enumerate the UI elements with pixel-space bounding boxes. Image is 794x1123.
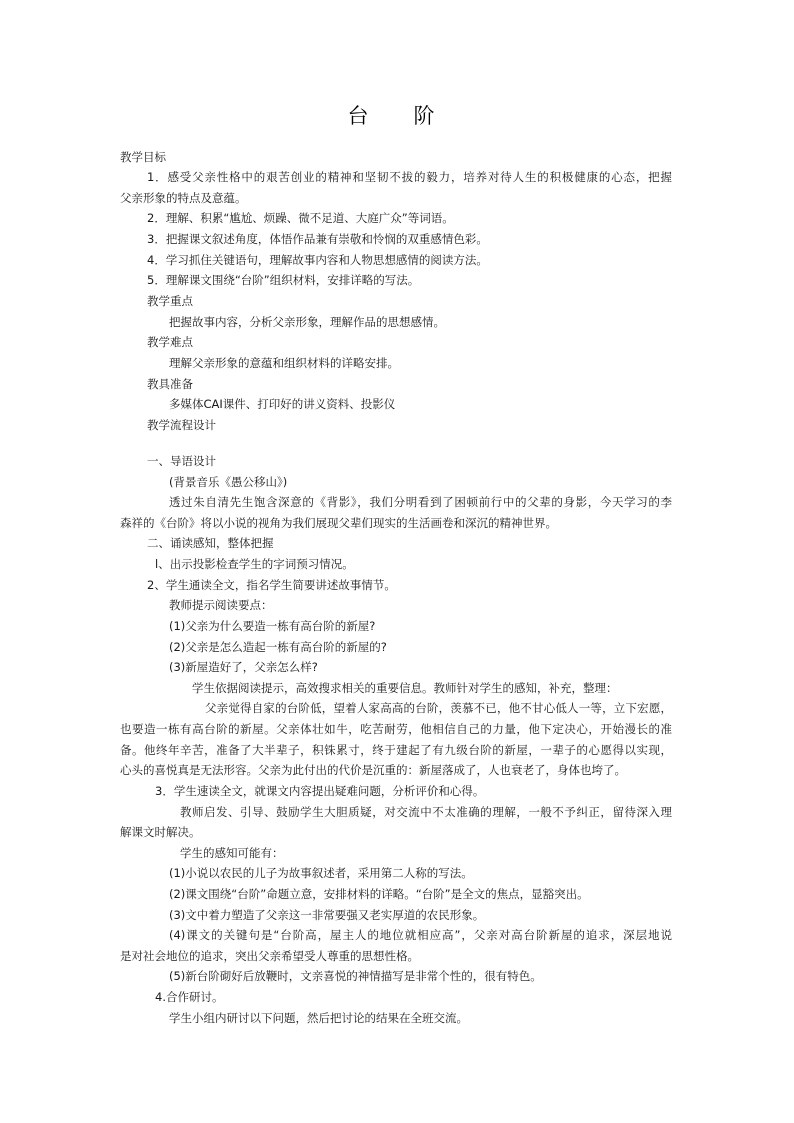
goal-3: 3．把握课文叙述角度，体悟作品兼有崇敬和怜悯的双重感情色彩。	[147, 232, 488, 246]
goal-1-line-2: 父亲形象的特点及意蕴。	[120, 191, 247, 205]
goal-2: 2．理解、积累“尴尬、烦躁、微不足道、大庭广众”等词语。	[147, 211, 454, 225]
page-title: 台 阶	[347, 104, 447, 128]
perception-4-line-2: 是对社会地位的追求，突出父亲希望受人尊重的思想性格。	[120, 949, 419, 963]
section-2-heading: 二、诵读感知，整体把握	[147, 536, 274, 550]
summary-line-3: 备。他终年辛苦，准备了大半辈子，积铢累寸，终于建起了有九级台阶的新屋，一辈子的心愿得以实现，	[120, 743, 672, 757]
perception-3: (3)文中着力塑造了父亲这一非常要强又老实厚道的农民形象。	[169, 908, 485, 922]
perception-1: (1)小说以农民的儿子为故事叙述者，采用第二人称的写法。	[169, 866, 473, 880]
heading-materials: 教具准备	[147, 377, 193, 391]
heading-process: 教学流程设计	[147, 418, 216, 432]
section-1-heading: 一、导语设计	[147, 454, 216, 468]
summary-line-4: 心头的喜悦真是无法形容。父亲为此付出的代价是沉重的：新屋落成了，人也衰老了，身体也垮了。	[120, 763, 626, 777]
student-perception-intro: 学生的感知可能有：	[180, 846, 284, 860]
step-2: 2、学生通读全文，指名学生简要讲述故事情节。	[147, 578, 396, 592]
key-points-text: 把握故事内容，分析父亲形象，理解作品的思想感情。	[169, 315, 445, 329]
materials-text: 多媒体CAI课件、打印好的讲义资料、投影仪	[169, 397, 396, 411]
heading-difficulties: 教学难点	[147, 335, 193, 349]
teacher-guide-line-2: 解课文时解决。	[120, 825, 201, 839]
heading-key-points: 教学重点	[147, 294, 193, 308]
goal-5: 5．理解课文围绕“台阶”组织材料，安排详略的写法。	[147, 273, 420, 287]
goal-1-line-1: 1．感受父亲性格中的艰苦创业的精神和坚韧不拔的毅力，培养对待人生的积极健康的心态，把握	[147, 170, 672, 184]
perception-4-line-1: (4)课文的关键句是“台阶高，屋主人的地位就相应高”，父亲对高台阶新屋的追求，深层地说	[169, 928, 672, 942]
step-4: 4.合作研讨。	[155, 990, 224, 1004]
teacher-hint: 教师提示阅读要点：	[169, 598, 273, 612]
teacher-guide-line-1: 教师启发、引导、鼓励学生大胆质疑，对交流中不太准确的理解，一般不予纠正，留待深入理	[180, 805, 672, 819]
question-1: (1)父亲为什么要造一栋有高台阶的新屋?	[169, 619, 376, 633]
summary-line-1: 父亲觉得自家的台阶低，望着人家高高的台阶，羡慕不已，他不甘心低人一等，立下宏愿，	[205, 701, 672, 715]
student-response-intro: 学生依据阅读提示，高效搜求相关的重要信息。教师针对学生的感知，补充，整理：	[192, 681, 618, 695]
goal-4: 4．学习抓住关键语句，理解故事内容和人物思想感情的阅读方法。	[147, 253, 488, 267]
section-1-music: (背景音乐《愚公移山》)	[169, 475, 288, 489]
difficulties-text: 理解父亲形象的意蕴和组织材料的详略安排。	[169, 356, 399, 370]
question-2: (2)父亲是怎么造起一栋有高台阶的新屋的?	[169, 640, 387, 654]
perception-5: (5)新台阶砌好后放鞭时，文亲喜悦的神情描写是非常个性的，很有特色。	[169, 969, 542, 983]
step-1: l、出示投影检查学生的字词预习情况。	[155, 557, 354, 571]
summary-line-2: 也要造一栋有高台阶的新屋。父亲体壮如牛，吃苦耐劳，他相信自己的力量，他下定决心，开始漫长的准	[120, 722, 672, 736]
heading-teaching-goals: 教学目标	[120, 150, 166, 164]
section-1-para-line-2: 森祥的《台阶》将以小说的视角为我们展现父辈们现实的生活画卷和深沉的精神世界。	[120, 516, 557, 530]
perception-2: (2)课文围绕“台阶”命题立意，安排材料的详略。“台阶”是全文的焦点，显豁突出。	[169, 887, 589, 901]
step-3: 3．学生速读全文，就课文内容提出疑难问题，分析评价和心得。	[155, 784, 485, 798]
question-3: (3)新屋造好了，父亲怎么样?	[169, 660, 318, 674]
group-discussion-text: 学生小组内研讨以下问题，然后把讨论的结果在全班交流。	[169, 1011, 468, 1025]
section-1-para-line-1: 透过朱自清先生饱含深意的《背影》，我们分明看到了困顿前行中的父辈的身影，今天学习的李	[169, 495, 672, 509]
